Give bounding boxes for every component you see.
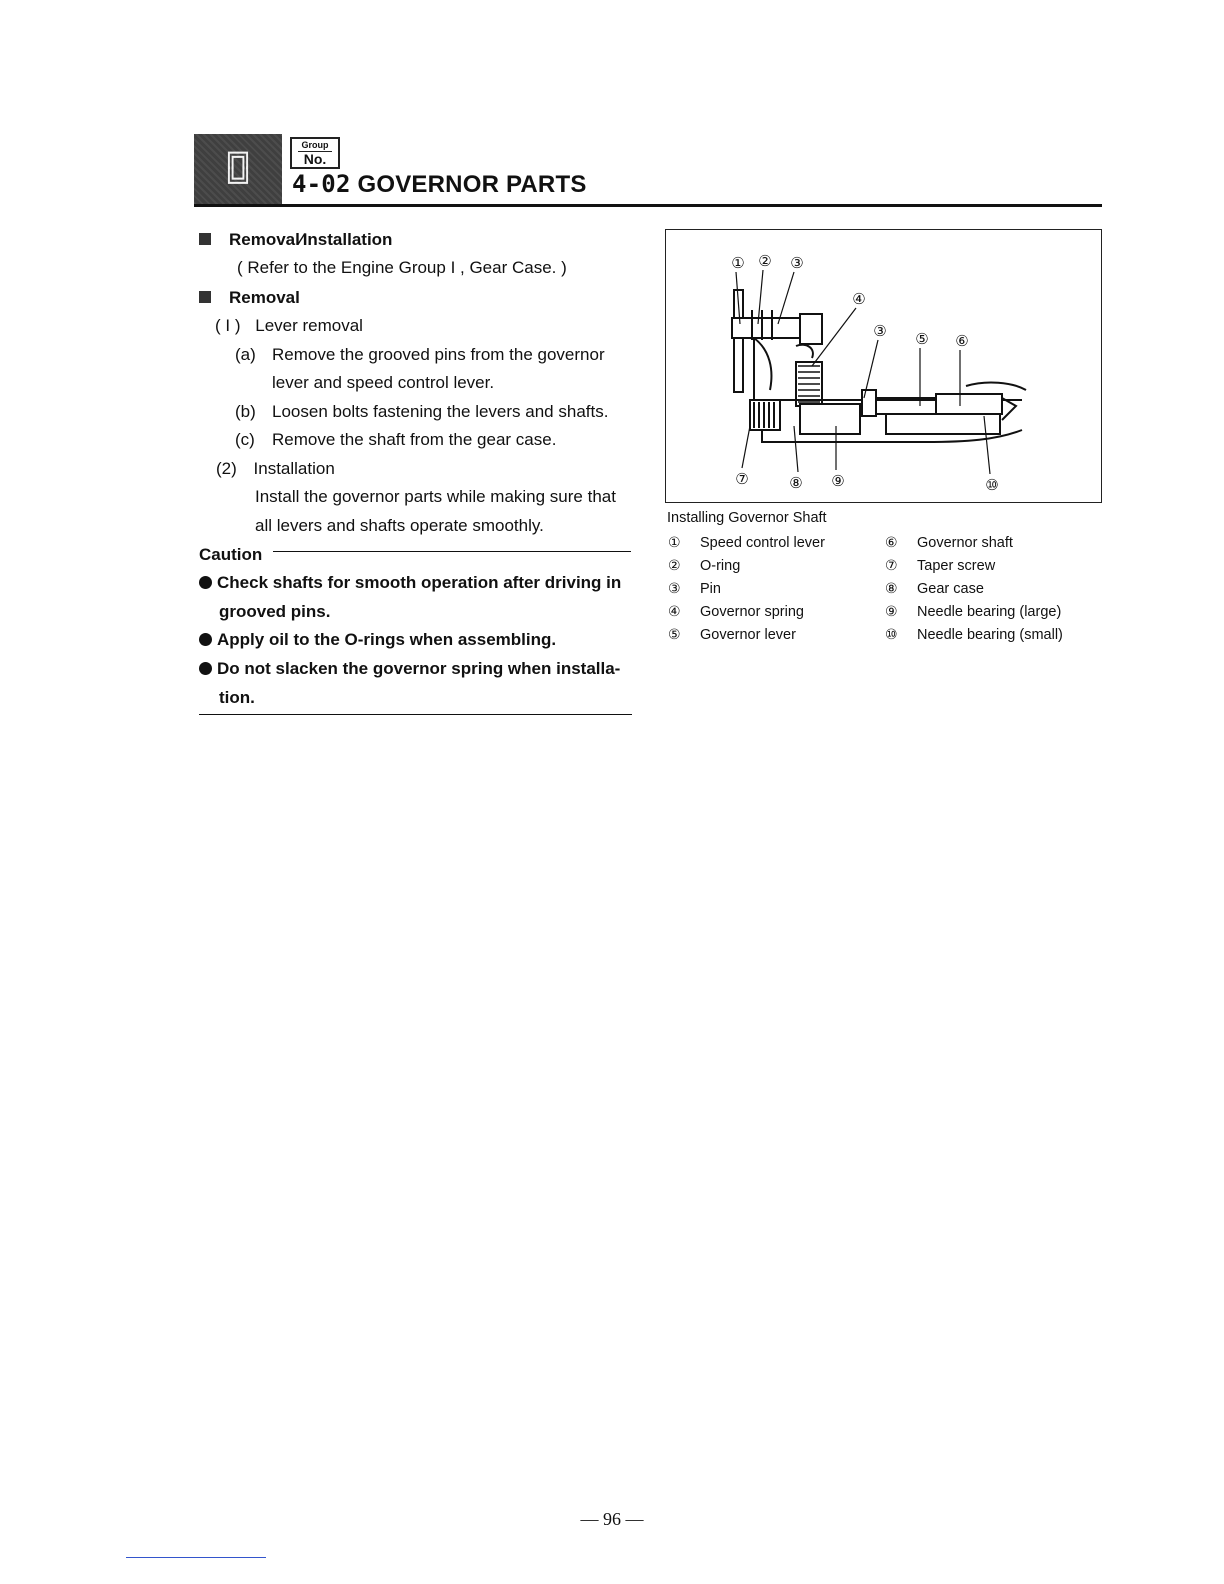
callout-3: ③ [790, 254, 804, 272]
legend-item: ⑨ Needle bearing (large) [885, 604, 1062, 620]
caution-item-3: Do not slacken the governor spring when installa- [199, 658, 620, 680]
callout-2: ② [758, 252, 772, 270]
substep-a-line1: Remove the grooved pins from the governor [272, 345, 605, 364]
heading-removal: Removal [199, 287, 300, 309]
step-1-label: ( I ) [215, 316, 241, 335]
no-label: No. [298, 151, 332, 167]
caution-item-1-line2: grooved pins. [219, 602, 331, 621]
legend-item: ⑦ Taper screw [885, 558, 996, 574]
step-2-label: (2) [216, 459, 237, 478]
governor-diagram [666, 230, 1101, 502]
legend-item: ⑥ Governor shaft [885, 535, 1013, 551]
bottom-rule [126, 1557, 266, 1558]
bullet-icon [199, 576, 212, 589]
callout-6: ⑥ [955, 332, 969, 350]
title-text: GOVERNOR PARTS [357, 171, 587, 198]
group-label: Group [301, 140, 329, 150]
group-number-box [290, 137, 340, 169]
callout-10: ⑩ [985, 476, 999, 494]
caution-item-2: Apply oil to the O-rings when assembling. [199, 629, 556, 651]
page-number: — 96 — [580, 1509, 644, 1529]
substep-c-line1: Remove the shaft from the gear case. [272, 430, 557, 449]
legend-item: ① Speed control lever [668, 535, 825, 551]
engine-icon: ╔╗ ╚╝ [223, 141, 253, 195]
header-divider [194, 204, 1102, 207]
figure-governor-shaft [665, 229, 1102, 503]
caution-title: Caution [199, 545, 263, 564]
caution-item-1: Check shafts for smooth operation after driving in [199, 572, 621, 594]
step-2 [216, 458, 335, 480]
heading-removal-installation: Removal∕Installation [199, 229, 392, 251]
callout-1: ① [731, 254, 745, 272]
square-bullet-icon [199, 291, 211, 303]
caution-rule [273, 551, 631, 552]
step-1 [215, 315, 363, 337]
title-number: 4-02 [292, 170, 351, 198]
substep-b-label: (b) [235, 402, 256, 421]
legend-item: ⑩ Needle bearing (small) [885, 627, 1063, 643]
step-2-title: Installation [253, 459, 335, 478]
callout-7: ⑦ [735, 470, 749, 488]
bullet-icon [199, 633, 212, 646]
substep-a-label: (a) [235, 345, 256, 364]
substep-a-line2: lever and speed control lever. [272, 373, 495, 392]
callout-3b: ③ [873, 322, 887, 340]
legend-item: ③ Pin [668, 581, 721, 597]
substep-b-line1: Loosen bolts fastening the levers and shafts. [272, 402, 609, 421]
callout-4: ④ [852, 290, 866, 308]
refer-note: ( Refer to the Engine Group I , Gear Case. ) [237, 258, 567, 277]
callout-9: ⑨ [831, 472, 845, 490]
caution-bottom-rule [199, 714, 632, 715]
group-icon [194, 134, 282, 204]
legend-item: ⑤ Governor lever [668, 627, 796, 643]
square-bullet-icon [199, 233, 211, 245]
page-title [292, 170, 587, 199]
figure-caption: Installing Governor Shaft [667, 510, 827, 526]
caution-item-3-line2: tion. [219, 688, 255, 707]
legend-item: ④ Governor spring [668, 604, 804, 620]
bullet-icon [199, 662, 212, 675]
callout-5: ⑤ [915, 330, 929, 348]
callout-8: ⑧ [789, 474, 803, 492]
substep-c-label: (c) [235, 430, 255, 449]
step-1-title: Lever removal [255, 316, 363, 335]
legend-item: ⑧ Gear case [885, 581, 984, 597]
legend-item: ② O-ring [668, 558, 741, 574]
step-2-line1: Install the governor parts while making sure that [255, 487, 616, 506]
step-2-line2: all levers and shafts operate smoothly. [255, 516, 544, 535]
